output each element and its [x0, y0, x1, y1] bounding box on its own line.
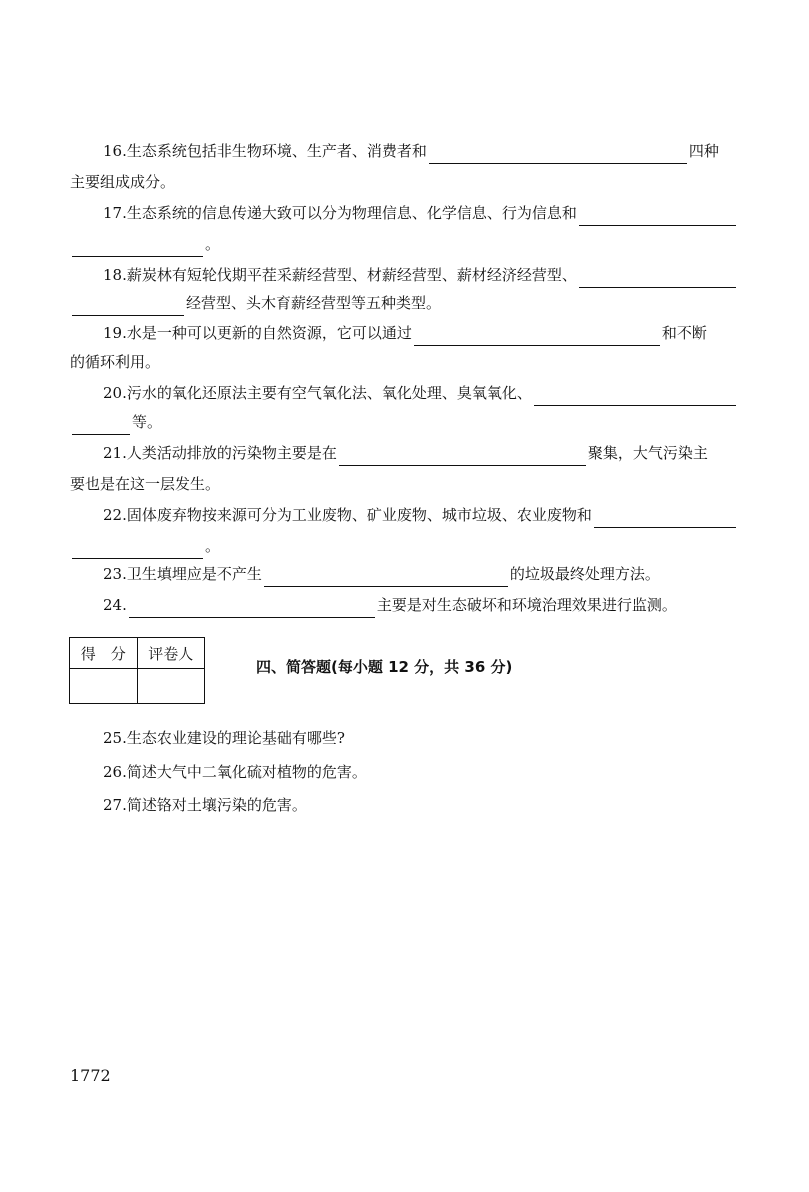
- question-18-line-1: [103, 262, 738, 288]
- question-17-end: 。: [205, 235, 221, 253]
- answer-blank-18b[interactable]: [72, 297, 184, 316]
- answer-blank-17b[interactable]: [72, 238, 203, 257]
- answer-blank-22b[interactable]: [72, 540, 203, 559]
- question-16-text: 16.生态系统包括非生物环境、生产者、消费者和: [103, 142, 427, 160]
- question-26: [103, 759, 738, 785]
- question-23-text-cont: 的垃圾最终处理方法。: [509, 565, 660, 583]
- answer-blank-22a[interactable]: [594, 509, 736, 528]
- question-25-text: 25.生态农业建设的理论基础有哪些?: [103, 729, 345, 747]
- section-title: 四、简答题(每小题 12 分，共 36 分): [256, 658, 513, 676]
- answer-blank-19[interactable]: [414, 327, 660, 346]
- answer-blank-24[interactable]: [129, 599, 375, 618]
- answer-blank-20b[interactable]: [72, 416, 130, 435]
- question-21-line-1: [103, 440, 738, 466]
- question-17-text: 17.生态系统的信息传递大致可以分为物理信息、化学信息、行为信息和: [103, 204, 577, 222]
- question-17-line-2: [70, 231, 738, 257]
- question-22-text: 22.固体废弃物按来源可分为工业废物、矿业废物、城市垃圾、农业废物和: [103, 506, 592, 524]
- answer-blank-20a[interactable]: [534, 387, 736, 406]
- question-24-line: [103, 592, 738, 618]
- question-19-text-cont: 和不断: [661, 324, 707, 342]
- question-19-line-2: [70, 349, 738, 375]
- question-16-line-1: [103, 138, 738, 164]
- question-16-text-cont: 四种: [688, 142, 719, 160]
- question-20-line-2: [70, 409, 738, 435]
- question-20-text: 20.污水的氧化还原法主要有空气氧化法、氧化处理、臭氧氧化、: [103, 384, 532, 402]
- question-23-line: [103, 561, 738, 587]
- score-header: 得 分: [70, 638, 138, 669]
- grader-cell[interactable]: [137, 669, 205, 704]
- question-17-line-1: [103, 200, 738, 226]
- question-16-line-2: [70, 169, 738, 195]
- question-18-line-2: [70, 290, 738, 316]
- question-21-text-cont: 聚集，大气污染主: [587, 444, 708, 462]
- answer-blank-18a[interactable]: [579, 269, 736, 288]
- question-25: [103, 725, 738, 751]
- question-27-text: 27.简述铬对土壤污染的危害。: [103, 796, 307, 814]
- question-24-text-cont: 主要是对生态破坏和环境治理效果进行监测。: [376, 596, 677, 614]
- question-20-line-1: [103, 380, 738, 406]
- grader-header: 评卷人: [137, 638, 205, 669]
- question-18-text-cont: 经营型、头木育薪经营型等五种类型。: [186, 294, 442, 312]
- question-21-line-2: [70, 471, 738, 497]
- page-number: 1772: [70, 1066, 111, 1085]
- question-18-text: 18.薪炭林有短轮伐期平茬采薪经营型、材薪经营型、薪材经济经营型、: [103, 266, 577, 284]
- question-20-text-cont: 等。: [132, 413, 163, 431]
- answer-blank-21[interactable]: [339, 447, 586, 466]
- question-23-text: 23.卫生填埋应是不产生: [103, 565, 262, 583]
- answer-blank-23[interactable]: [264, 568, 508, 587]
- question-16-text-end: 主要组成成分。: [70, 173, 176, 191]
- answer-blank-17a[interactable]: [579, 207, 736, 226]
- question-26-text: 26.简述大气中二氧化硫对植物的危害。: [103, 763, 367, 781]
- question-27: [103, 792, 738, 818]
- question-22-end: 。: [205, 537, 221, 555]
- question-19-text: 19.水是一种可以更新的自然资源，它可以通过: [103, 324, 412, 342]
- score-table: [69, 637, 205, 704]
- score-cell[interactable]: [70, 669, 138, 704]
- question-22-line-1: [103, 502, 738, 528]
- question-19-line-1: [103, 320, 738, 346]
- question-19-text-end: 的循环利用。: [70, 353, 161, 371]
- question-21-text-end: 要也是在这一层发生。: [70, 475, 221, 493]
- question-21-text: 21.人类活动排放的污染物主要是在: [103, 444, 337, 462]
- question-22-line-2: [70, 533, 738, 559]
- answer-blank-16[interactable]: [429, 145, 687, 164]
- question-24-text: 24.: [103, 596, 127, 614]
